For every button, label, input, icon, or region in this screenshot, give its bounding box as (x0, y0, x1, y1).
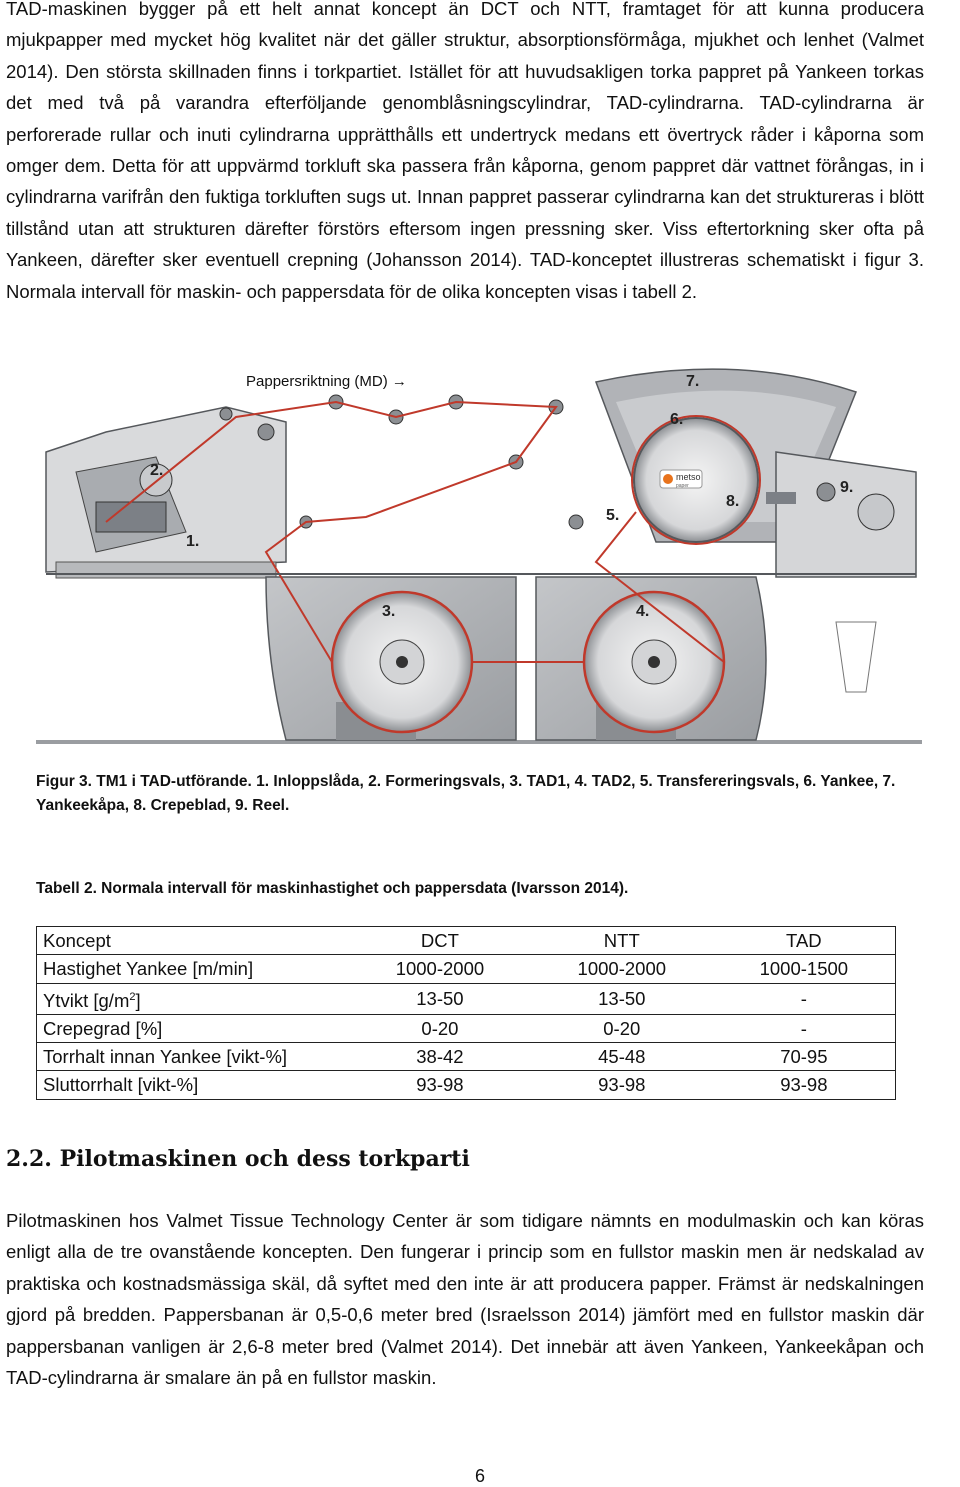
yankee-cylinder (632, 416, 760, 544)
table-row (37, 1014, 896, 1042)
callout-8: 8. (726, 493, 740, 510)
body-paragraph-2: Pilotmaskinen hos Valmet Tissue Technology Center är som tidigare nämnts en modulmaskin och kan köras enligt alla de tre ovanstående koncepten. Den fungerar i princip som en fullstor maskin men är nedskalad av praktiska och kostnadsmässiga skäl, då syftet med den inte är att producera papper. Främst är nedskalningen gjord på bredden. Pappersbanan är 0,5-0,6 meter bred (Israelsson 2014) jämfört med en fullstor maskin där pappersbanan vanligen är 2,6-8 meter bred (Valmet 2014). Det innebär att även Yankeen, Yankeekåpan och TAD-cylindrarna är smalare än på en fullstor maskin. (6, 1210, 924, 1389)
metso-logo: metso (676, 472, 701, 482)
table-caption: Tabell 2. Normala intervall för maskinhastighet och pappersdata (Ivarsson 2014). (36, 880, 629, 897)
table-cell: 13-50 (531, 983, 713, 1014)
table-cell: 70-95 (713, 1043, 896, 1071)
ytvikt-label: Ytvikt [g/m (43, 989, 130, 1011)
ytvikt-close: ] (135, 989, 141, 1011)
header-cell: Koncept (37, 927, 350, 955)
table-cell: 45-48 (531, 1043, 713, 1071)
table-cell: 93-98 (713, 1071, 896, 1099)
felt-rolls (300, 395, 583, 529)
table-cell (37, 983, 350, 1014)
table-cell: - (713, 983, 896, 1014)
table-cell: 0-20 (531, 1014, 713, 1042)
forming-section (46, 407, 286, 578)
table-cell: - (713, 1014, 896, 1042)
figure-caption: Figur 3. TM1 i TAD-utförande. 1. Inloppslåda, 2. Formeringsvals, 3. TAD1, 4. TAD2, 5. Transfereringsvals, 6. Yankee, 7. Yankeekåpa, 8. Crepeblad, 9. Reel. (36, 773, 896, 814)
page-number: 6 (474, 1466, 485, 1486)
table-cell: 0-20 (349, 1014, 531, 1042)
table-row (37, 955, 896, 983)
table-cell: 93-98 (531, 1071, 713, 1099)
table-row (37, 1043, 896, 1071)
data-table (36, 926, 896, 1100)
metso-logo-sub: paper (676, 483, 689, 489)
ytvikt-sup: 2 (129, 990, 136, 1003)
callout-6: 6. (670, 411, 684, 428)
callout-9: 9. (840, 479, 854, 496)
table-cell: Hastighet Yankee [m/min] (37, 955, 350, 983)
table-cell: 1000-2000 (349, 955, 531, 983)
figure-tad-machine (36, 362, 922, 752)
table-header-row (37, 927, 896, 955)
table-row (37, 983, 896, 1014)
body-paragraph-1: TAD-maskinen bygger på ett helt annat koncept än DCT och NTT, framtaget för att kunna producera mjukpapper med mycket hög kvalitet när det gäller struktur, absorptionsförmåga, mjukhet och lenhet (Valmet 2014). Den största skillnaden finns i torkpartiet. Istället för att huvudsakligen torka pappret på Yankeen torkas det med två på varandra efterföljande genomblåsningscylindrar, TAD-cylindrarna. TAD-cylindrarna är perforerade rullar och inuti cylindrarna upprätthålls ett undertryck medans ett övertryck råder i kåporna som omger dem. Detta för att uppvärmd torkluft ska passera från kåporna, genom pappret där vattnet förångas, in i cylindrarna varifrån den fuktiga torkluften sugs ut. Innan pappret passerar cylindrarna kan det struktureras i blött tillstånd utan att strukturen därefter förstörs eftersom ingen pressning sker. Viss eftertorkning sker ofta på Yankeen, därefter sker eventuell crepning (Johansson 2014). TAD-konceptet illustreras schematiskt i figur 3. Normala intervall för maskin- och pappersdata för de olika koncepten visas i tabell 2. (6, 0, 924, 302)
header-cell: NTT (531, 927, 713, 955)
callout-1: 1. (186, 533, 200, 550)
callout-5: 5. (606, 507, 620, 524)
callout-3: 3. (382, 603, 396, 620)
section-heading: 2.2. Pilotmaskinen och dess torkparti (6, 1146, 470, 1172)
header-cell: TAD (713, 927, 896, 955)
table-cell: Crepegrad [%] (37, 1014, 350, 1042)
paper-direction-label: Pappersriktning (MD) → (246, 373, 407, 390)
machine-diagram (36, 362, 922, 752)
table-cell: Sluttorrhalt [vikt-%] (37, 1071, 350, 1099)
table-row (37, 1071, 896, 1099)
table-cell: 1000-2000 (531, 955, 713, 983)
callout-4: 4. (636, 603, 650, 620)
table-cell: 38-42 (349, 1043, 531, 1071)
table-cell: 93-98 (349, 1071, 531, 1099)
table-cell: 1000-1500 (713, 955, 896, 983)
header-cell: DCT (349, 927, 531, 955)
table-cell: Torrhalt innan Yankee [vikt-%] (37, 1043, 350, 1071)
callout-2: 2. (150, 462, 164, 479)
table-cell: 13-50 (349, 983, 531, 1014)
callout-7: 7. (686, 373, 700, 390)
